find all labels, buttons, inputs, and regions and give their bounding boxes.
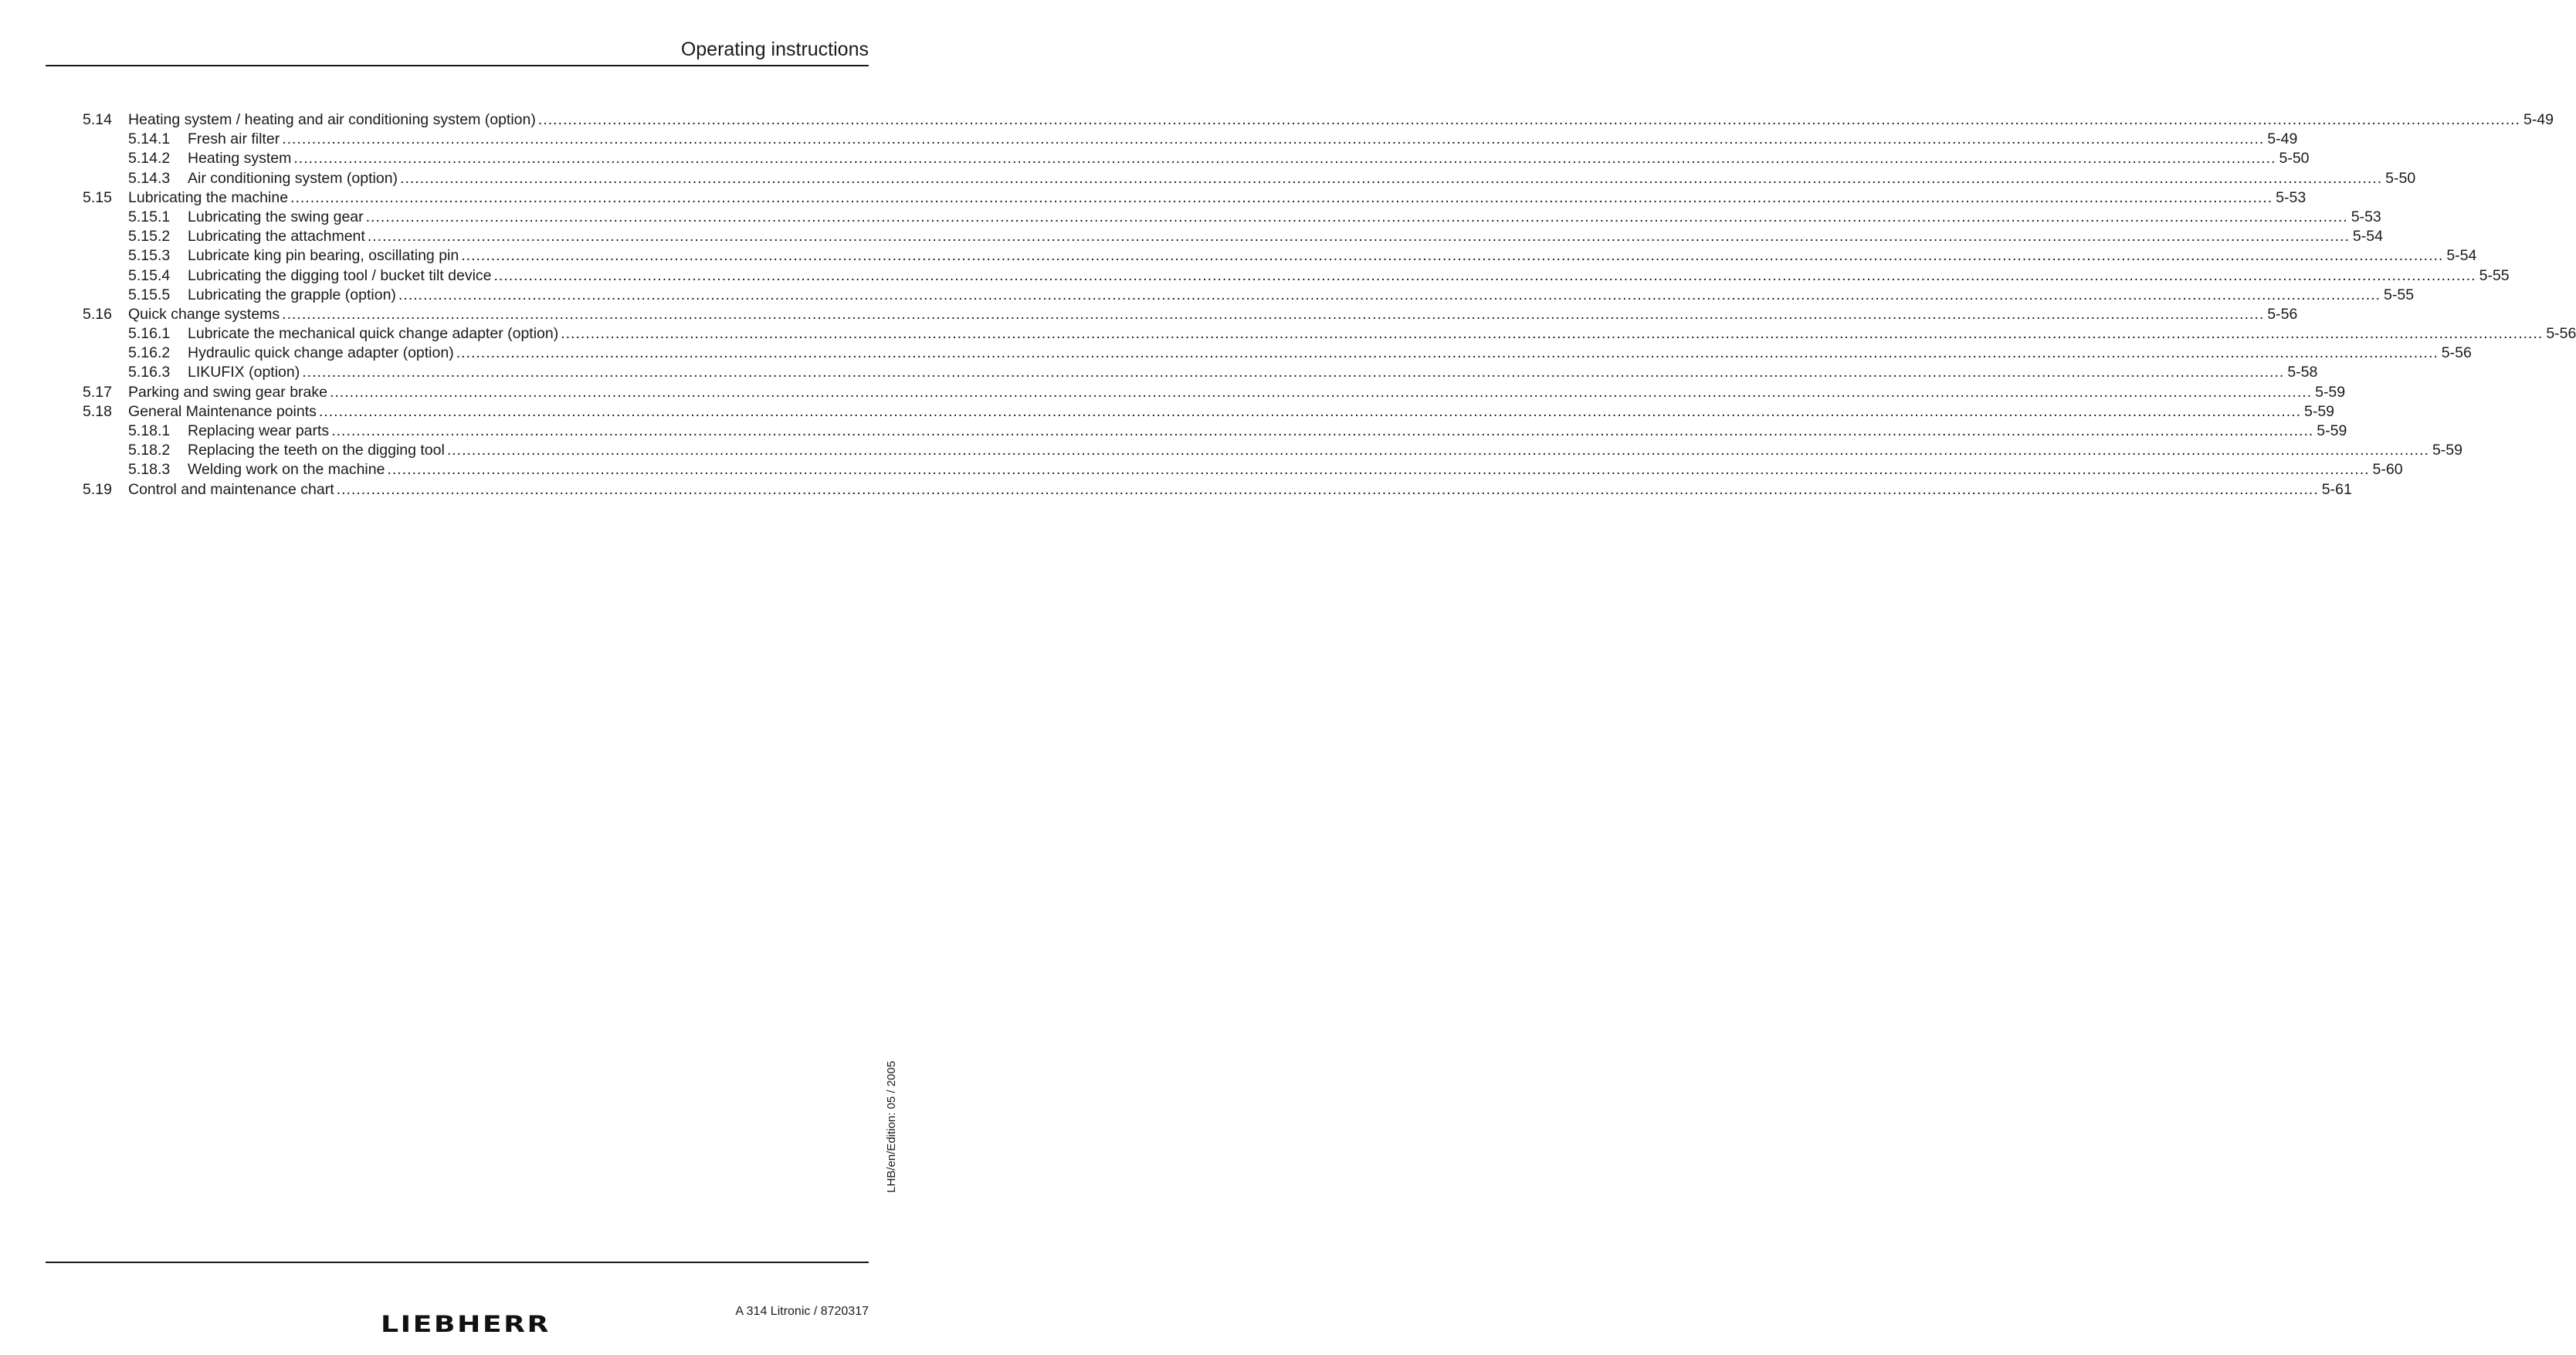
toc-entry-number: 5.15.4 [128, 266, 171, 284]
toc-entry-number: 5.16.1 [128, 325, 171, 343]
toc-dot-leader: ................................................................................................................................................................................................................................................................................................................................................................................................................ [493, 266, 2476, 284]
toc-entry-title: Heating system / heating and air conditioning system (option) [128, 111, 536, 128]
liebherr-logo: LIEBHERR [381, 1311, 551, 1337]
toc-dot-leader: ................................................................................................................................................................................................................................................................................................................................................................................................................ [302, 364, 2285, 381]
toc-entry-title: Quick change systems [128, 305, 280, 323]
toc-entry-title: Lubricating the swing gear [188, 208, 364, 225]
toc-entry-number: 5.19 [83, 480, 112, 498]
toc-entry-page: 5-50 [2385, 169, 2416, 187]
toc-entry-page: 5-59 [2315, 383, 2346, 401]
toc-entry-page: 5-54 [2446, 247, 2477, 265]
toc-entry[interactable] [83, 383, 2346, 402]
toc-entry[interactable] [83, 149, 2310, 168]
toc-entry-page: 5-59 [2432, 442, 2462, 459]
toc-dot-leader: ................................................................................................................................................................................................................................................................................................................................................................................................................ [367, 228, 2350, 246]
toc-entry-number: 5.18.3 [128, 461, 171, 479]
toc-dot-leader: ................................................................................................................................................................................................................................................................................................................................................................................................................ [456, 344, 2439, 362]
toc-entry-title: Lubricating the attachment [188, 228, 365, 246]
toc-entry-page: 5-56 [2441, 344, 2472, 362]
toc-entry-number: 5.14.2 [128, 150, 171, 168]
toc-entry-number: 5.18.2 [128, 442, 171, 459]
toc-entry-title: Replacing the teeth on the digging tool [188, 442, 445, 459]
toc-entry-number: 5.14.3 [128, 169, 171, 187]
toc-dot-leader: ................................................................................................................................................................................................................................................................................................................................................................................................................ [365, 208, 2348, 225]
toc-entry-title: LIKUFIX (option) [188, 364, 300, 381]
toc-entry-page: 5-49 [2267, 130, 2298, 148]
toc-entry-page: 5-54 [2352, 228, 2383, 246]
toc-entry-title: Lubricate king pin bearing, oscillating pin [188, 247, 459, 265]
toc-entry[interactable] [83, 480, 2352, 500]
toc-entry-number: 5.18 [83, 402, 112, 420]
toc-entry-page: 5-53 [2276, 188, 2307, 206]
toc-dot-leader: ................................................................................................................................................................................................................................................................................................................................................................................................................ [282, 305, 2265, 323]
toc-dot-leader: ................................................................................................................................................................................................................................................................................................................................................................................................................ [293, 150, 2276, 168]
toc-entry[interactable] [83, 227, 2383, 246]
toc-entry-title: Lubricate the mechanical quick change adapter (option) [188, 325, 559, 343]
toc-entry-page: 5-60 [2372, 461, 2403, 479]
toc-entry-page: 5-55 [2384, 286, 2415, 303]
toc-entry-number: 5.15.1 [128, 208, 171, 225]
toc-dot-leader: ................................................................................................................................................................................................................................................................................................................................................................................................................ [330, 383, 2313, 401]
toc-entry-page: 5-50 [2279, 150, 2310, 168]
toc-dot-leader: ................................................................................................................................................................................................................................................................................................................................................................................................................ [331, 422, 2314, 439]
toc-entry-number: 5.14 [83, 111, 112, 128]
footer-rule [46, 1262, 869, 1263]
toc-entry-page: 5-53 [2351, 208, 2381, 225]
toc-entry[interactable] [83, 363, 2318, 382]
toc-dot-leader: ................................................................................................................................................................................................................................................................................................................................................................................................................ [318, 402, 2301, 420]
toc-entry-title: Welding work on the machine [188, 461, 385, 479]
toc-entry[interactable] [83, 344, 2472, 363]
header-title: Operating instructions [680, 39, 869, 60]
document-number: A 314 Litronic / 8720317 [735, 1305, 869, 1318]
toc-entry[interactable] [83, 441, 2462, 460]
toc-dot-leader: ................................................................................................................................................................................................................................................................................................................................................................................................................ [282, 130, 2265, 148]
toc-entry[interactable] [83, 110, 2554, 130]
toc-dot-leader: ................................................................................................................................................................................................................................................................................................................................................................................................................ [336, 480, 2319, 498]
toc-entry-page: 5-58 [2287, 364, 2318, 381]
toc-entry-title: Lubricating the grapple (option) [188, 286, 396, 303]
toc-entry-page: 5-59 [2317, 422, 2347, 439]
toc-dot-leader: ................................................................................................................................................................................................................................................................................................................................................................................................................ [461, 247, 2444, 265]
toc-entry[interactable] [83, 246, 2477, 266]
toc-dot-leader: ................................................................................................................................................................................................................................................................................................................................................................................................................ [561, 325, 2544, 343]
toc-entry-title: Lubricating the machine [128, 188, 289, 206]
toc-entry-title: Control and maintenance chart [128, 480, 334, 498]
toc-entry-number: 5.16.3 [128, 364, 171, 381]
toc-dot-leader: ................................................................................................................................................................................................................................................................................................................................................................................................................ [537, 111, 2520, 128]
toc-entry[interactable] [83, 169, 2416, 188]
toc-dot-leader: ................................................................................................................................................................................................................................................................................................................................................................................................................ [400, 169, 2383, 187]
toc-dot-leader: ................................................................................................................................................................................................................................................................................................................................................................................................................ [387, 461, 2370, 479]
toc-entry-number: 5.16.2 [128, 344, 171, 362]
toc-entry-number: 5.16 [83, 305, 112, 323]
toc-entry-page: 5-56 [2267, 305, 2298, 323]
table-of-contents [83, 110, 2576, 500]
toc-entry[interactable] [83, 460, 2403, 479]
toc-entry-number: 5.15 [83, 188, 112, 206]
toc-entry-title: Lubricating the digging tool / bucket tilt device [188, 266, 492, 284]
toc-entry-title: Heating system [188, 150, 292, 168]
toc-entry-number: 5.15.2 [128, 228, 171, 246]
toc-entry-title: Air conditioning system (option) [188, 169, 398, 187]
toc-entry-page: 5-56 [2546, 325, 2576, 343]
toc-entry[interactable] [83, 305, 2298, 324]
toc-entry[interactable] [83, 324, 2576, 344]
toc-entry[interactable] [83, 422, 2347, 441]
toc-entry-page: 5-49 [2523, 111, 2554, 128]
toc-entry-title: Parking and swing gear brake [128, 383, 327, 401]
toc-dot-leader: ................................................................................................................................................................................................................................................................................................................................................................................................................ [290, 188, 2273, 206]
toc-entry-page: 5-55 [2479, 266, 2510, 284]
toc-entry-number: 5.15.5 [128, 286, 171, 303]
toc-dot-leader: ................................................................................................................................................................................................................................................................................................................................................................................................................ [446, 442, 2429, 459]
toc-entry-title: Fresh air filter [188, 130, 280, 148]
toc-entry-number: 5.15.3 [128, 247, 171, 265]
toc-entry[interactable] [83, 130, 2298, 149]
toc-entry-title: Hydraulic quick change adapter (option) [188, 344, 454, 362]
toc-entry-number: 5.17 [83, 383, 112, 401]
toc-entry-title: General Maintenance points [128, 402, 317, 420]
toc-entry[interactable] [83, 402, 2335, 422]
toc-entry[interactable] [83, 286, 2415, 305]
toc-entry-page: 5-59 [2304, 402, 2335, 420]
toc-entry[interactable] [83, 188, 2307, 208]
toc-dot-leader: ................................................................................................................................................................................................................................................................................................................................................................................................................ [398, 286, 2381, 303]
toc-entry-number: 5.14.1 [128, 130, 171, 148]
toc-entry[interactable] [83, 208, 2381, 227]
toc-entry[interactable] [83, 266, 2510, 286]
toc-entry-page: 5-61 [2321, 480, 2352, 498]
toc-entry-number: 5.18.1 [128, 422, 171, 439]
header-rule [46, 65, 869, 66]
edition-note: LHB/en/Edition: 05 / 2005 [885, 1061, 898, 1193]
toc-entry-title: Replacing wear parts [188, 422, 330, 439]
